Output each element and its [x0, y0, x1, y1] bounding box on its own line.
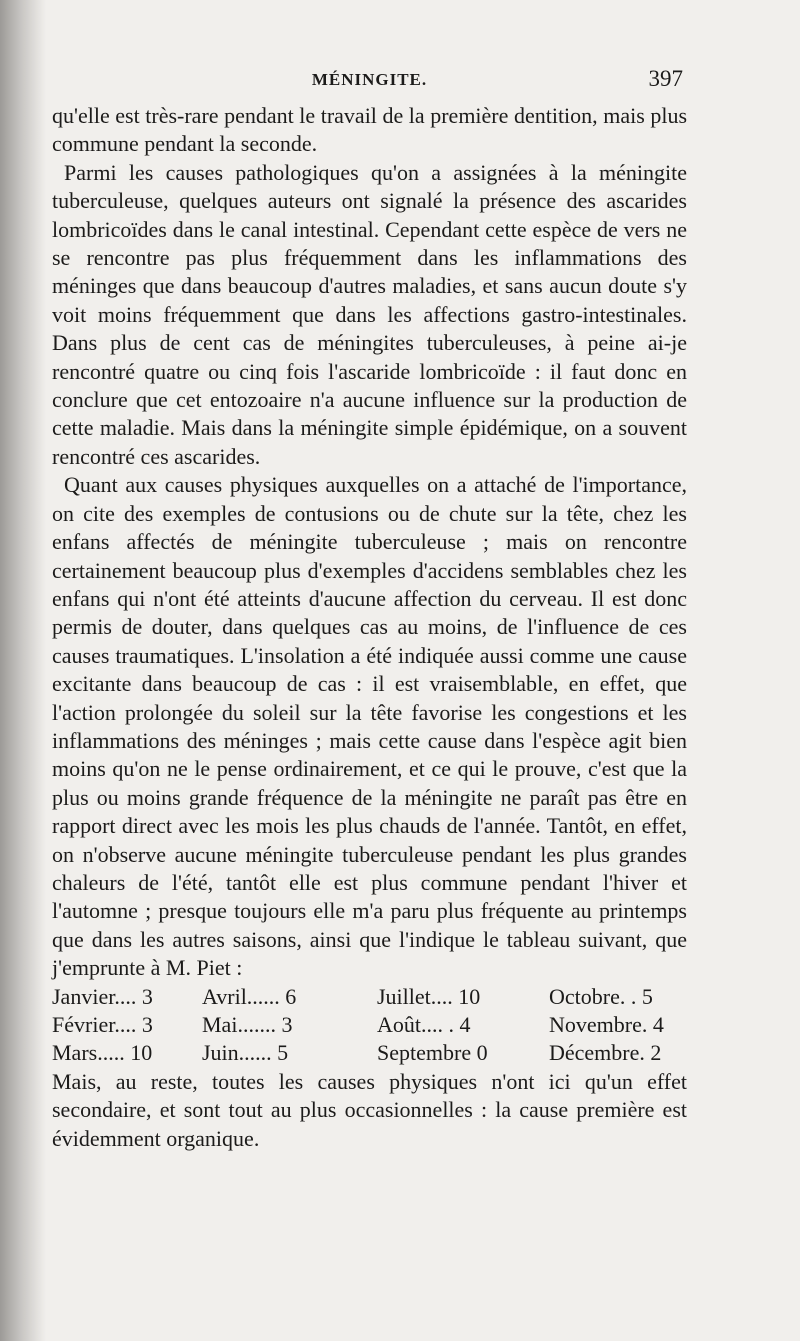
table-cell: Juillet.... 10 — [377, 983, 481, 1009]
table-cell: Mai....... 3 — [202, 1012, 293, 1037]
body-text — [52, 102, 687, 983]
paragraph-pathological-causes: Parmi les causes pathologiques qu'on a assignées à la méningite tuberculeuse, quelques auteurs ont signalé la présence des ascarides lombricoïdes dans le canal intestinal. Cependant cette espèce de vers ne se rencontre pas plus fréquemment dans les inflammations des méninges que dans beaucoup d'autres maladies, et sans aucun doute s'y voit moins fréquemment que dans les affections gastro-intestinales. Dans plus de cent cas de méningites tuberculeuses, à peine ai-je rencontré quatre ou cinq fois l'ascaride lombricoïde : il faut donc en conclure que cet entozoaire n'a aucune influence sur la production de cette maladie. Mais dans la méningite simple épidémique, on a souvent rencontré ces ascarides. — [52, 159, 687, 469]
table-cell: Septembre 0 — [377, 1040, 488, 1066]
table-cell: Juin...... 5 — [202, 1040, 289, 1066]
table-cell: Août.... . 4 — [377, 1012, 471, 1037]
table-row — [52, 983, 687, 1011]
paragraph-continuation: qu'elle est très-rare pendant le travail de la première dentition, mais plus commune pendant la seconde. — [52, 103, 687, 157]
monthly-cases-table — [52, 983, 687, 1068]
running-head: MÉNINGITE. — [311, 70, 428, 89]
page-gutter-shadow — [0, 0, 46, 1341]
closing-text — [52, 1068, 687, 1153]
table-cell: Avril...... 6 — [202, 983, 297, 1009]
paragraph-physical-causes: Quant aux causes physiques auxquelles on a attaché de l'importance, on cite des exemples de contusions ou de chute sur la tête, chez les enfans affectés de méningite tuberculeuse ; mais on rencontre certainement beaucoup plus d'exemples d'accidens semblables chez les enfans qui n'ont été atteints d'aucune affection du cerveau. Il est donc permis de douter, dans quelques cas au moins, de l'influence de ces causes traumatiques. L'insolation a été indiquée aussi comme une cause excitante dans beaucoup de cas : il est vraisemblable, en effet, que l'action prolongée du soleil sur la tête favorise les congestions et les inflammations des méninges ; mais cette cause dans l'espèce agit bien moins qu'on ne le pense ordinairement, et ce qui le prouve, c'est que la plus ou moins grande fréquence de la méningite ne paraît pas être en rapport direct avec les mois les plus chauds de l'année. Tantôt, en effet, on n'observe aucune méningite tuberculeuse pendant les plus grandes chaleurs de l'été, tantôt elle est plus commune pendant l'hiver et l'automne ; presque toujours elle m'a paru plus fréquente au printemps que dans les autres saisons, ainsi que l'indique le tableau suivant, que j'emprunte à M. Piet : — [52, 472, 687, 981]
table-cell: Février.... 3 — [52, 1012, 153, 1037]
table-row — [52, 1011, 687, 1039]
page-header — [52, 62, 687, 102]
book-page — [52, 62, 687, 1153]
table-cell: Novembre. 4 — [549, 1012, 664, 1037]
table-cell: Janvier.... 3 — [52, 983, 153, 1009]
page-number: 397 — [648, 66, 683, 91]
table-cell: Décembre. 2 — [549, 1040, 662, 1066]
table-cell: Mars..... 10 — [52, 1040, 153, 1066]
paragraph-closing: Mais, au reste, toutes les causes physiques n'ont ici qu'un effet secondaire, et sont tout au plus occasionnelles : la cause première est évidemment organique. — [52, 1068, 687, 1151]
table-row — [52, 1039, 687, 1067]
table-cell: Octobre. . 5 — [549, 983, 653, 1009]
